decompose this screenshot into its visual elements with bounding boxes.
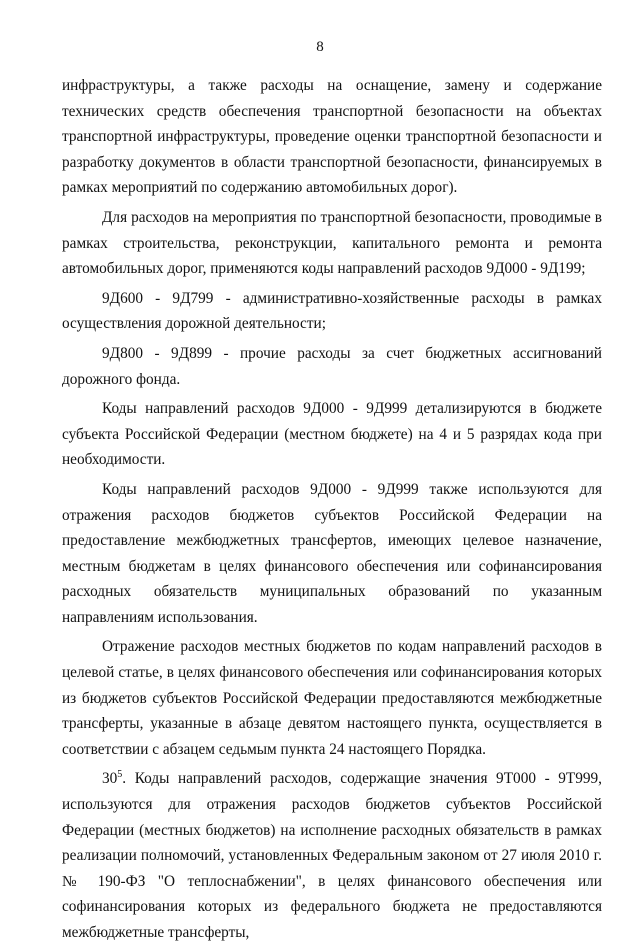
paragraph: Для расходов на мероприятия по транспортной безопасности, проводимые в рамках строительства, реконструкции, капитального ремонта и ремонта автомобильных дорог, применяются коды направлений расходов 9Д000 - 9Д199; bbox=[62, 208, 602, 278]
section-superscript: 5 bbox=[117, 769, 123, 781]
section-30-5-paragraph bbox=[62, 766, 602, 945]
paragraph: 9Д600 - 9Д799 - административно-хозяйственные расходы в рамках осуществления дорожной деятельности; bbox=[62, 289, 602, 333]
section-text: . Коды направлений расходов, содержащие значения 9Т000 - 9Т999, используются для отражения расходов бюджетов субъектов Российской Федерации (местных бюджетов) на исполнение расходных обязательств в рамках реализации полномочий, установленных Федеральным законом от 27 июля 2010 г. № 190-ФЗ "О теплоснабжении", в целях финансового обеспечения или софинансирования которых из федерального бюджета не предоставляются межбюджетные трансферты, bbox=[62, 770, 602, 941]
paragraph: Коды направлений расходов 9Д000 - 9Д999 детализируются в бюджете субъекта Российской Федерации (местном бюджете) на 4 и 5 разрядах кода при необходимости. bbox=[62, 400, 602, 469]
paragraph: инфраструктуры, а также расходы на оснащение, замену и содержание технических средств обеспечения транспортной безопасности на объектах транспортной инфраструктуры, проведение оценки транспортной безопасности и разработку документов в области транспортной безопасности, финансируемых в рамках мероприятий по содержанию автомобильных дорог). bbox=[62, 77, 602, 197]
paragraph: 9Д800 - 9Д899 - прочие расходы за счет бюджетных ассигнований дорожного фонда. bbox=[62, 344, 602, 388]
paragraph: Коды направлений расходов 9Д000 - 9Д999 также используются для отражения расходов бюджетов субъектов Российской Федерации на предоставление межбюджетных трансфертов, имеющих целевое назначение, местным бюджетам в целях финансового обеспечения или софинансирования расходных обязательств муниципальных образований по указанным направлениям использования. bbox=[62, 480, 602, 626]
section-number: 30 bbox=[102, 770, 118, 788]
document-body bbox=[62, 73, 602, 950]
paragraph: Отражение расходов местных бюджетов по кодам направлений расходов в целевой статье, в целях финансового обеспечения или софинансирования которых из бюджетов субъектов Российской Федерации предоставляются межбюджетные трансферты, указанные в абзаце девятом настоящего пункта, осуществляется в соответствии с абзацем седьмым пункта 24 настоящего Порядка. bbox=[62, 638, 602, 758]
page-number: 8 bbox=[316, 39, 324, 55]
